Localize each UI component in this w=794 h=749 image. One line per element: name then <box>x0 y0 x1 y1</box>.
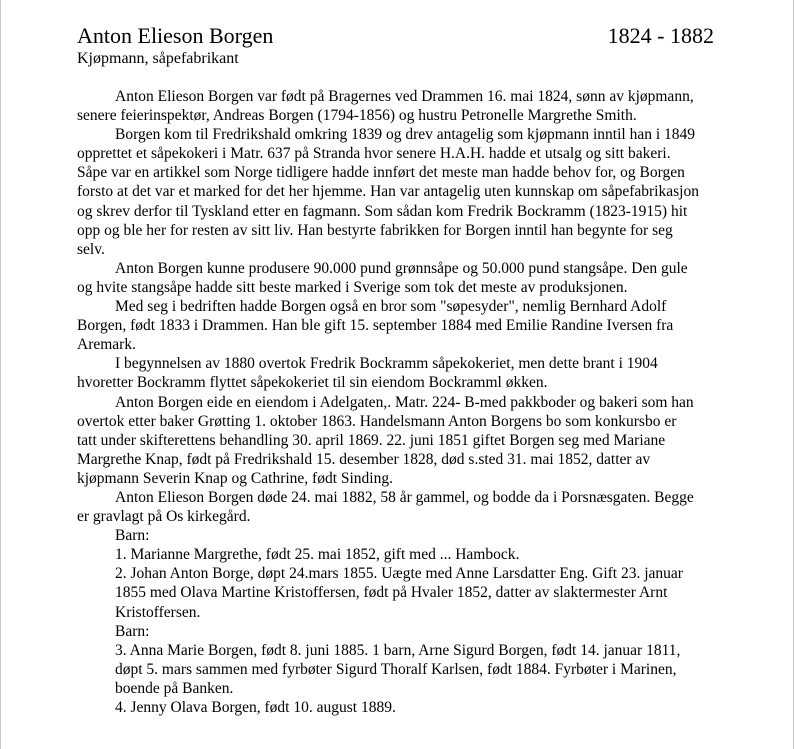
text-line: Anton Elieson Borgen var født på Bragernes ved Drammen 16. mai 1824, sønn av kjøpmann, <box>115 88 694 105</box>
text-line: senere feierinspektør, Andreas Borgen (1794-1856) og hustru Petronelle Margrethe Smith. <box>77 107 637 125</box>
biography-body <box>77 87 717 717</box>
text-line: opp og ble her for resten av sitt liv. Han bestyrte fabrikken for Borgen inntil han begynte for seg <box>77 221 673 239</box>
document-page <box>77 22 717 717</box>
text-line: Barn: <box>115 622 150 640</box>
text-line: overtok etter baker Grøtting 1. oktober 1863. Handelsmann Anton Borgens bo som konkursbo er <box>77 412 677 430</box>
person-name-title: Anton Elieson Borgen <box>77 23 274 48</box>
document-header <box>77 22 717 49</box>
text-line: forsto at det var et marked for det her hjemme. Han var antagelig uten kunnskap om såpefabrikasjon <box>77 183 699 201</box>
text-line: kjøpmann Severin Knap og Cathrine, født Sinding. <box>77 469 393 487</box>
text-line: Barn: <box>115 527 150 545</box>
page-border-left <box>0 0 1 749</box>
text-line: Såpe var en artikkel som Norge tidligere hadde innført det meste man hadde behov for, og Borgen <box>77 164 685 182</box>
occupation-subtitle: Kjøpmann, såpefabrikant <box>77 50 239 67</box>
text-line: Anton Elieson Borgen døde 24. mai 1882, 58 år gammel, og bodde da i Porsnæsgaten. Begge <box>115 488 694 506</box>
text-line: boende på Banken. <box>115 679 234 697</box>
text-line: Borgen kom til Fredrikshald omkring 1839 og drev antagelig som kjøpmann inntil han i 1849 <box>115 126 696 144</box>
text-line: døpt 5. mars sammen med fyrbøter Sigurd Thoralf Karlsen, født 1884. Fyrbøter i Marinen, <box>115 660 677 678</box>
text-line: selv. <box>77 240 105 258</box>
text-line: 3. Anna Marie Borgen, født 8. juni 1885. 1 barn, Arne Sigurd Borgen, født 14. januar 1811, <box>115 641 681 659</box>
text-line: 1855 med Olava Martine Kristoffersen, født på Hvaler 1852, datter av slaktermester Arnt <box>115 584 668 602</box>
text-line: er gravlagt på Os kirkegård. <box>77 508 251 526</box>
text-line: Borgen, født 1833 i Drammen. Han ble gift 15. september 1884 med Emilie Randine Iversen fra <box>77 317 674 335</box>
text-line: Anton Borgen eide en eiendom i Adelgaten,. Matr. 224- B-med pakkboder og bakeri som han <box>115 393 694 411</box>
text-line: I begynnelsen av 1880 overtok Fredrik Bockramm såpekokeriet, men dette brant i 1904 <box>115 355 658 373</box>
text-line: opprettet et såpekokeri i Matr. 637 på Stranda hvor senere H.A.H. hadde et utsalg og sitt bakeri. <box>77 145 671 163</box>
text-line: Med seg i bedriften hadde Borgen også en bror som "søpesyder", nemlig Bernhard Adolf <box>115 298 667 316</box>
text-line: tatt under skifterettens behandling 30. april 1869. 22. juni 1851 giftet Borgen seg med Mariane <box>77 431 666 449</box>
life-years: 1824 - 1882 <box>607 23 714 48</box>
text-line: Anton Borgen kunne produsere 90.000 pund grønnsåpe og 50.000 pund stangsåpe. Den gule <box>115 259 688 277</box>
text-line: og hvite stangsåpe hadde sitt beste marked i Sverige som tok det meste av produksjonen. <box>77 278 628 296</box>
text-line: 4. Jenny Olava Borgen, født 10. august 1889. <box>115 699 396 716</box>
text-line: 1. Marianne Margrethe, født 25. mai 1852, gift med ... Hambock. <box>115 546 520 564</box>
text-line: 2. Johan Anton Borge, døpt 24.mars 1855. Uægte med Anne Larsdatter Eng. Gift 23. januar <box>115 565 683 583</box>
text-line: Margrethe Knap, født på Fredrikshald 15. desember 1828, død s.sted 31. mai 1852, datter av <box>77 450 651 468</box>
text-line: Kristoffersen. <box>115 603 201 621</box>
text-line: Aremark. <box>77 336 136 354</box>
text-line: og skrev derfor til Tyskland etter en fagmann. Som sådan kom Fredrik Bockramm (1823-1915) hit <box>77 202 688 220</box>
text-line: hvoretter Bockramm flyttet såpekokeriet til sin eiendom Bockramml økken. <box>77 374 548 392</box>
